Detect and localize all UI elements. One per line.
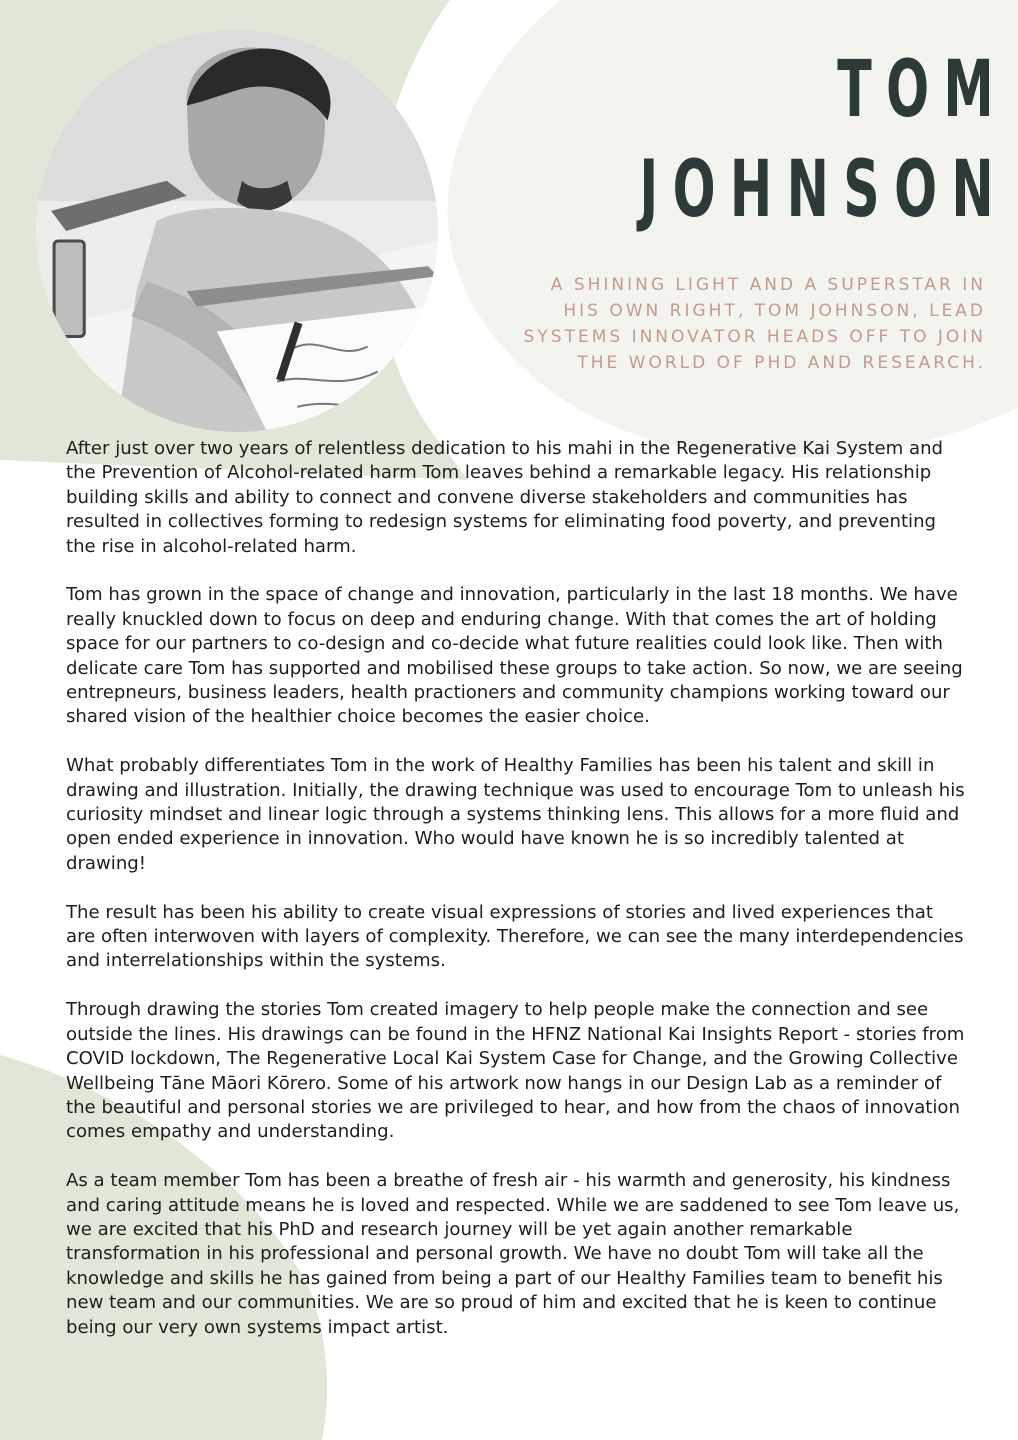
first-name: TOM — [837, 45, 1008, 135]
tagline: A SHINING LIGHT AND A SUPERSTAR IN HIS OWN RIGHT, TOM JOHNSON, LEAD SYSTEMS INNOVATOR HEADS OFF TO JOIN THE WORLD OF PHD AND RESEARCH. — [523, 275, 986, 373]
paragraph: Through drawing the stories Tom created imagery to help people make the connection and see outside the lines. His drawings can be found in the HFNZ National Kai Insights Report - stories from COVID lockdown, The Regenerative Local Kai System Case for Change, and the Growing Collective Wellbeing Tāne Māori Kōrero. Some of his artwork now hangs in our Design Lab as a reminder of the beautiful and personal stories we are privileged to hear, and how from the chaos of innovation comes empathy and understanding. — [66, 999, 965, 1143]
person-name — [496, 40, 1008, 240]
paragraph: After just over two years of relentless dedication to his mahi in the Regenerative Kai System and the Prevention of Alcohol-related harm Tom leaves behind a remarkable legacy. His relationship building skills and ability to connect and convene diverse stakeholders and communities has resulted in collectives forming to redesign systems for eliminating food poverty, and preventing the rise in alcohol-related harm. — [66, 438, 944, 557]
paragraph: As a team member Tom has been a breathe of fresh air - his warmth and generosity, his kindness and caring attitude means he is loved and respected. While we are saddened to see Tom leave us, we are excited that his PhD and research journey will be yet again another remarkable transformation in his professional and personal growth. We have no doubt Tom will take all the knowledge and skills he has gained from being a part of our Healthy Families team to benefit his new team and our communities. We are so proud of him and excited that he is keen to continue being our very own systems impact artist. — [66, 1170, 960, 1338]
article-body — [66, 437, 966, 1364]
last-name: JOHNSON — [639, 145, 1008, 235]
profile-photo — [36, 30, 438, 432]
paragraph: The result has been his ability to create visual expressions of stories and lived experiences that are often interwoven with layers of complexity. Therefore, we can see the many interdependencies and interrelationships within the systems. — [66, 901, 964, 972]
paragraph: What probably differentiates Tom in the work of Healthy Families has been his talent and skill in drawing and illustration. Initially, the drawing technique was used to encourage Tom to unleash his curiosity mindset and linear logic through a systems thinking lens. This allows for a more fluid and open ended experience in innovation. Who would have known he is so incredibly talented at drawing! — [66, 755, 965, 874]
paragraph: Tom has grown in the space of change and innovation, particularly in the last 18 months. We have really knuckled down to focus on deep and enduring change. With that comes the art of holding space for our partners to co-design and co-decide what future realities could look like. Then with delicate care Tom has supported and mobilised these groups to take action. So now, we are seeing entrepneurs, business leaders, health practioners and community champions working toward our shared vision of the healthier choice becomes the easier choice. — [66, 584, 963, 728]
